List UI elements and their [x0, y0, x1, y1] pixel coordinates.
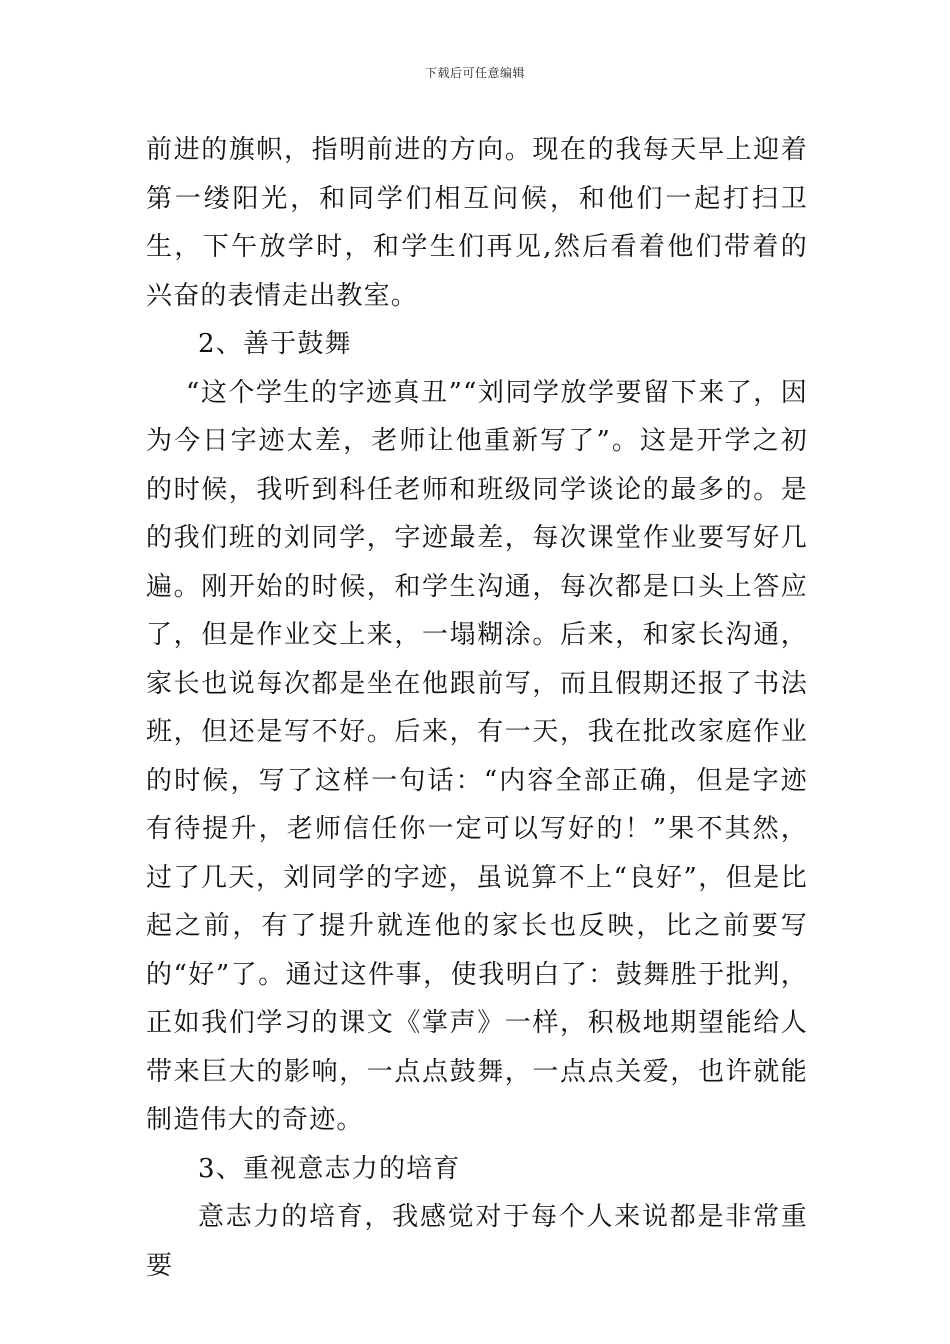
paragraph-willpower: 意志力的培育，我感觉对于每个人来说都是非常重要 — [146, 1202, 808, 1281]
paragraph-story: “这个学生的字迹真丑”“刘同学放学要留下来了，因为今日字迹太差，老师让他重新写了”。这是开学之初的时候，我听到科任老师和班级同学谈论的最多的。是的我们班的刘同学，字迹最差，每次课堂作业要写好几遍。刚开始的时候，和学生沟通，每次都是口头上答应了，但是作业交上来，一塌糊涂。后来，和家长沟通，家长也说每次都是坐在他跟前写，而且假期还报了书法班，但还是写不好。后来，有一天，我在批改家庭作业的时候，写了这样一句话：“内容全部正确，但是字迹有待提升，老师信任你一定可以写好的！”果不其然，过了几天，刘同学的字迹，虽说算不上“良好”，但是比起之前，有了提升就连他的家长也反映，比之前要写的“好”了。通过这件事，使我明白了：鼓舞胜于批判，正如我们学习的课文《掌声》一样，积极地期望能给人带来巨大的影响，一点点鼓舞，一点点关爱，也许就能制造伟大的奇迹。 — [146, 377, 808, 1135]
document-body — [146, 126, 808, 1290]
paragraph-continuation: 前进的旗帜，指明前进的方向。现在的我每天早上迎着第一缕阳光，和同学们相互问候，和他们一起打扫卫生，下午放学时，和学生们再见,然后看着他们带着的兴奋的表情走出教室。 — [146, 135, 808, 311]
section-heading-willpower: 3、重视意志力的培育 — [198, 1153, 461, 1184]
page-header-note: 下载后可任意编辑 — [424, 66, 525, 80]
section-heading-encouragement: 2、善于鼓舞 — [198, 329, 352, 359]
